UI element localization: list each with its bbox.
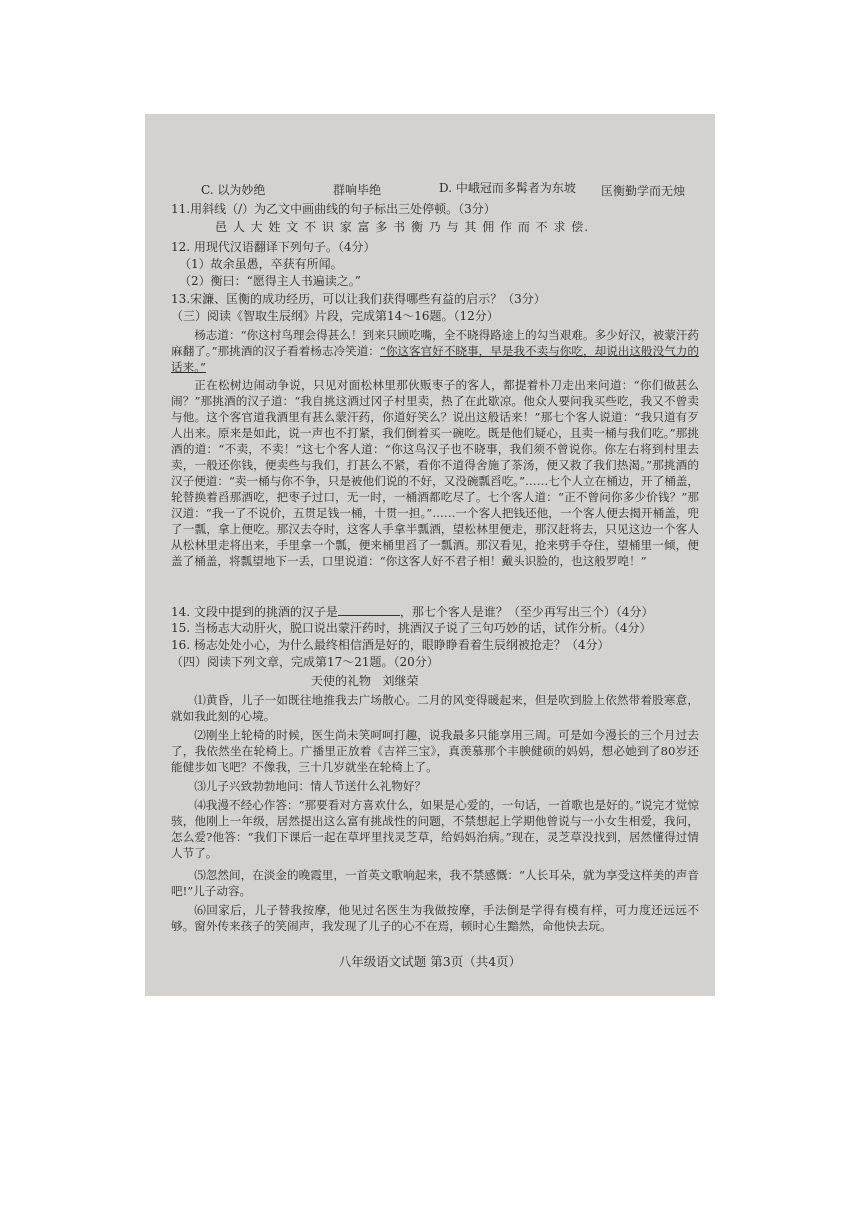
section-3-heading: （三）阅读《智取生辰纲》片段，完成第14～16题。（12分） [171, 309, 499, 323]
page-footer: 八年级语文试题 第3页（共4页） [338, 954, 522, 969]
passage-paragraph-1-text: 杨志道：“你这村鸟理会得甚么！到来只顾吃嘴，全不晓得路途上的勾当艰难。多少好汉，被蒙汗药麻翻了。”那挑酒的汉子看着杨志冷笑道： [171, 328, 699, 358]
article-paragraph-6: ⑹回家后，儿子替我按摩，他见过名医生为我做按摩，手法倒是学得有模有样，可力度还远远不够。窗外传来孩子的笑闹声，我发现了儿子的心不在焉，顿时心生黯然，命他快去玩。 [171, 903, 699, 933]
section-4-heading: （四）阅读下列文章，完成第17～21题。（20分） [171, 655, 439, 669]
article-paragraph-3: ⑶儿子兴致勃勃地问：情人节送什么礼物好？ [194, 779, 427, 793]
option-d: D. 中峨冠而多髯者为东坡 [439, 181, 576, 195]
question-16: 16. 杨志处处小心，为什么最终相信酒是好的，眼睁睁看着生辰纲被抢走？（4分） [171, 638, 610, 652]
article-paragraph-1: ⑴黄昏，儿子一如既往地推我去广场散心。二月的风变得暖起来，但是吹到脸上依然带着股寒意，就如我此刻的心境。 [171, 693, 699, 723]
option-c: C. 以为妙绝 [201, 183, 266, 197]
article-paragraph-5: ⑸忽然间，在淡金的晚霞里，一首英文歌响起来，我不禁感慨：“人长耳朵，就为享受这样美的声音吧!”儿子动容。 [171, 868, 699, 898]
article-paragraph-4: ⑷我漫不经心作答：“那要看对方喜欢什么，如果是心爱的，一句话，一首歌也是好的。”说完才觉惊骇，他刚上一年级，居然提出这么富有挑战性的问题，不禁想起上学期他曾说与一小女生相爱，我问，怎么爱?他答：“我们下课后一起在草坪里找灵芝草，给妈妈治病。”现在，灵芝草没找到，居然懂得过情人节了。 [171, 798, 699, 860]
passage-paragraph-1 [171, 327, 699, 375]
article-author: 刘继荣 [382, 674, 419, 688]
answer-blank[interactable] [338, 604, 400, 616]
article-paragraph-2: ⑵刚坐上轮椅的时候，医生尚未笑呵呵打趣，说我最多只能享用三周。可是如今漫长的三个月过去了，我依然坐在轮椅上。广播里正放着《吉祥三宝》，真羡慕那个丰腴健硕的妈妈，想必她到了80岁还能健步如飞吧？不像我，三十几岁就坐在轮椅上了。 [171, 728, 699, 774]
question-15: 15. 当杨志大动肝火，脱口说出蒙汗药时，挑酒汉子说了三句巧妙的话，试作分析。（4分） [171, 621, 652, 635]
article-title: 天使的礼物 [311, 674, 372, 688]
question-14 [171, 604, 701, 620]
question-12: 12. 用现代汉语翻译下列句子。（4分） [171, 240, 376, 254]
passage-paragraph-2: 正在松树边闹动争说，只见对面松林里那伙贩枣子的客人，都提着朴刀走出来问道：“你们做甚么闹？”那挑酒的汉子道：“我自挑这酒过冈子村里卖，热了在此歇凉。他众人要问我买些吃，我又不曾卖与他。这个客官道我酒里有甚么蒙汗药，你道好笑么？说出这般话来！”那七个客人说道：“我只道有歹人出来。原来是如此，说一声也不打紧，我们倒着买一碗吃。既是他们疑心，且卖一桶与我们吃。”那挑酒的道：“不卖，不卖！”这七个客人道：“你这鸟汉子也不晓事，我们须不曾说你。你左右将到村里去卖，一般还你钱，便卖些与我们，打甚么不紧，看你不道得舍施了茶汤，便又救了我们热渴。”那挑酒的汉子便道：“卖一桶与你不争，只是被他们说的不好，又没碗瓢舀吃。”……七个人立在桶边，开了桶盖，轮替换着舀那酒吃，把枣子过口，无一时，一桶酒都吃尽了。七个客人道：“正不曾问你多少价钱？”那汉道：“我一了不说价，五贯足钱一桶，十贯一担。”……一个客人把钱还他，一个客人便去揭开桶盖，兜了一瓢，拿上便吃。那汉去夺时，这客人手拿半瓢酒，望松林里便走，那汉赶将去，只见这边一个客人从松林里走将出来，手里拿一个瓢，便来桶里舀了一瓢酒。那汉看见，抢来劈手夺住，望桶里一倾，便盖了桶盖，将瓢望地下一丢，口里说道：“你这客人好不君子相！戴头识脸的，也这般罗唣！” [171, 378, 699, 568]
question-11: 11.用斜线（/）为乙文中画曲线的句子标出三处停顿。（3分） [171, 202, 496, 216]
underlined-sentence: “你这客官好不晓事，早是我不卖与你吃，却说出这般没气力的话来。” [171, 344, 699, 374]
article-title-line [311, 674, 701, 689]
question-11-sentence: 邑 人 大 姓 文 不 识 家 富 多 书 衡 乃 与 其 佣 作 而 不 求 偿. [215, 220, 590, 234]
question-14-text-2: ，那七个客人是谁？（至少再写出三个）（4分） [399, 605, 654, 619]
exam-page-photo [145, 114, 715, 996]
option-d-extra: 匡衡勤学而无烛 [601, 184, 686, 198]
question-12-item-2: （2）衡曰：“愿得主人书遍读之。” [179, 274, 361, 288]
question-13: 13.宋濂、匡衡的成功经历，可以让我们获得哪些有益的启示？（3分） [171, 292, 546, 306]
option-c-extra: 群响毕绝 [333, 183, 382, 197]
question-12-item-1: （1）故余虽愚，卒获有所闻。 [179, 257, 343, 271]
question-14-text: 14. 文段中提到的挑酒的汉子是 [171, 605, 338, 619]
